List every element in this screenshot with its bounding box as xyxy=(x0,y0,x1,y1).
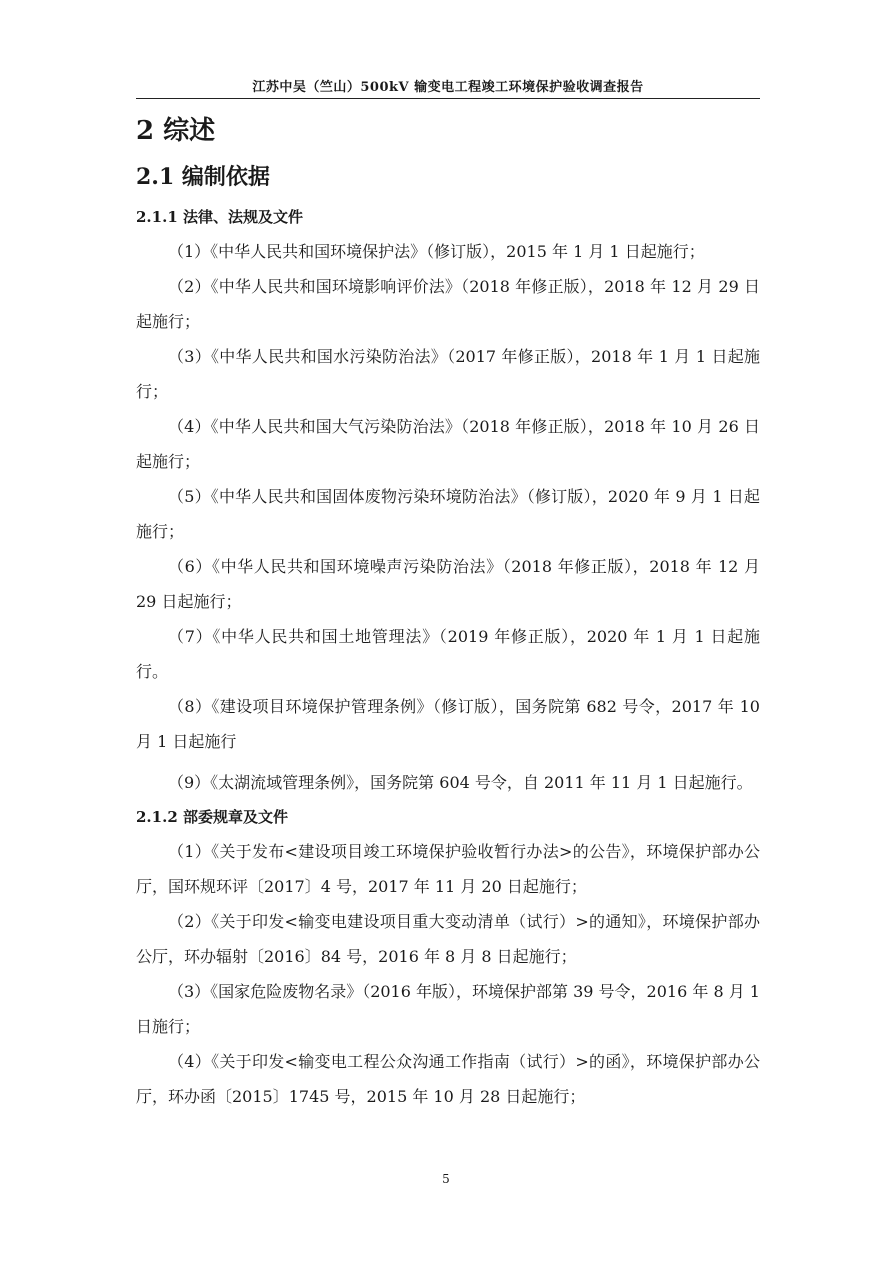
page-number: 5 xyxy=(442,1172,450,1186)
list-item: （5）《中华人民共和国固体废物污染环境防治法》（修订版），2020 年 9 月 1 日起施行； xyxy=(136,487,760,541)
section-title: 2.1 编制依据 xyxy=(136,164,270,190)
list-item: （1）《关于发布<建设项目竣工环境保护验收暂行办法>的公告》，环境保护部办公厅，国环规环评〔2017〕4 号，2017 年 11 月 20 日起施行； xyxy=(136,842,760,896)
regulations-list xyxy=(136,834,760,1114)
list-item: （1）《中华人民共和国环境保护法》（修订版），2015 年 1 月 1 日起施行； xyxy=(168,242,705,261)
list-item: （6）《中华人民共和国环境噪声污染防治法》（2018 年修正版），2018 年 12 月 29 日起施行； xyxy=(136,557,760,611)
laws-list xyxy=(136,234,760,800)
list-item: （7）《中华人民共和国土地管理法》（2019 年修正版），2020 年 1 月 1 日起施行。 xyxy=(136,627,760,681)
list-item: （4）《中华人民共和国大气污染防治法》（2018 年修正版），2018 年 10 月 26 日起施行； xyxy=(136,417,760,471)
header-divider xyxy=(136,98,760,99)
list-item: （8）《建设项目环境保护管理条例》（修订版），国务院第 682 号令，2017 年 10 月 1 日起施行 xyxy=(136,697,760,751)
list-item: （9）《太湖流域管理条例》，国务院第 604 号令，自 2011 年 11 月 1 日起施行。 xyxy=(168,773,753,792)
list-item: （2）《中华人民共和国环境影响评价法》（2018 年修正版），2018 年 12 月 29 日起施行； xyxy=(136,277,760,331)
list-item: （2）《关于印发<输变电建设项目重大变动清单（试行）>的通知》，环境保护部办公厅，环办辐射〔2016〕84 号，2016 年 8 月 8 日起施行； xyxy=(136,912,760,966)
list-item: （4）《关于印发<输变电工程公众沟通工作指南（试行）>的函》，环境保护部办公厅，环办函〔2015〕1745 号，2015 年 10 月 28 日起施行； xyxy=(136,1052,760,1106)
list-item: （3）《中华人民共和国水污染防治法》（2017 年修正版），2018 年 1 月 1 日起施行； xyxy=(136,347,760,401)
list-item: （3）《国家危险废物名录》（2016 年版），环境保护部第 39 号令，2016 年 8 月 1 日施行； xyxy=(136,982,760,1036)
page-body xyxy=(136,108,760,1114)
subsection-title-regulations: 2.1.2 部委规章及文件 xyxy=(136,808,288,826)
subsection-title-laws: 2.1.1 法律、法规及文件 xyxy=(136,208,303,226)
chapter-title: 2 综述 xyxy=(136,116,216,146)
running-header: 江苏中吴（竺山）500kV 输变电工程竣工环境保护验收调查报告 xyxy=(252,80,644,95)
